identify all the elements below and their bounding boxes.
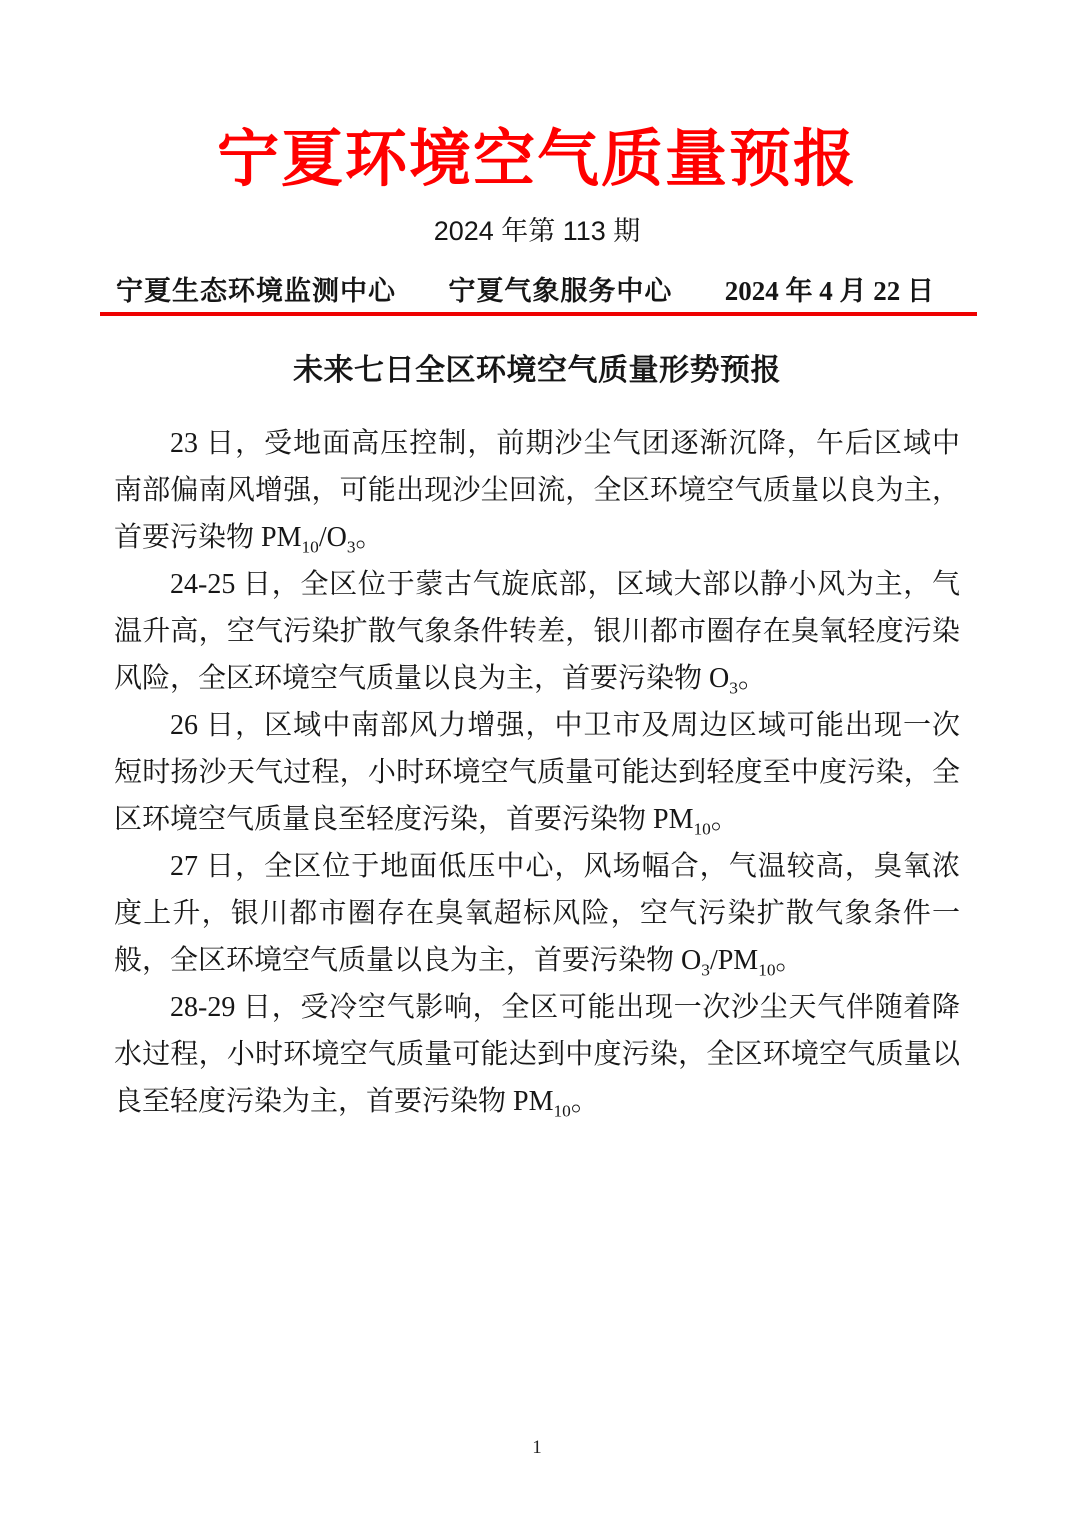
forecast-paragraph-5: 28-29 日，受冷空气影响，全区可能出现一次沙尘天气伴随着降水过程，小时环境空气质量可能达到中度污染，全区环境空气质量以良至轻度污染为主，首要污染物 $PM_{10}$。 (114, 992, 960, 1121)
pollutant-subscript: 10 (553, 1101, 571, 1121)
issue-number: 2024 年第 113 期 (433, 216, 641, 246)
pollutant-subscript: 10 (758, 960, 776, 980)
masthead-center-org: 宁夏气象服务中心 (448, 276, 673, 306)
forecast-paragraph-1: 23 日，受地面高压控制，前期沙尘气团逐渐沉降，午后区域中南部偏南风增强，可能出现沙尘回流，全区环境空气质量以良为主，首要污染物 $PM_{10}/O_3$。 (114, 428, 960, 557)
masthead-left-org: 宁夏生态环境监测中心 (116, 276, 396, 306)
masthead-date: 2024 年 4 月 22 日 (724, 276, 934, 306)
forecast-body (114, 420, 960, 1125)
pollutant-subscript: 3 (729, 678, 738, 698)
page-number: 1 (532, 1437, 542, 1458)
red-divider (100, 312, 977, 316)
pollutant-subscript: 3 (701, 960, 710, 980)
section-title: 未来七日全区环境空气质量形势预报 (293, 354, 781, 387)
forecast-paragraph-4: 27 日，全区位于地面低压中心，风场幅合，气温较高，臭氧浓度上升，银川都市圈存在臭氧超标风险，空气污染扩散气象条件一般，全区环境空气质量以良为主，首要污染物 $O_3/PM_{10}$。 (114, 851, 960, 980)
pollutant-subscript: 10 (301, 537, 319, 557)
pollutant-subscript: 10 (693, 819, 711, 839)
pollutant-subscript: 3 (346, 537, 356, 557)
forecast-paragraph-3: 26 日，区域中南部风力增强，中卫市及周边区域可能出现一次短时扬沙天气过程，小时环境空气质量可能达到轻度至中度污染，全区环境空气质量良至轻度污染，首要污染物 $PM_{10}$。 (114, 710, 960, 839)
masthead (116, 274, 934, 308)
forecast-paragraph-2: 24-25 日，全区位于蒙古气旋底部，区域大部以静小风为主，气温升高，空气污染扩散气象条件转差，银川都市圈存在臭氧轻度污染风险，全区环境空气质量以良为主，首要污染物 $O_3$。 (114, 569, 960, 698)
document-title: 宁夏环境空气质量预报 (216, 126, 857, 194)
